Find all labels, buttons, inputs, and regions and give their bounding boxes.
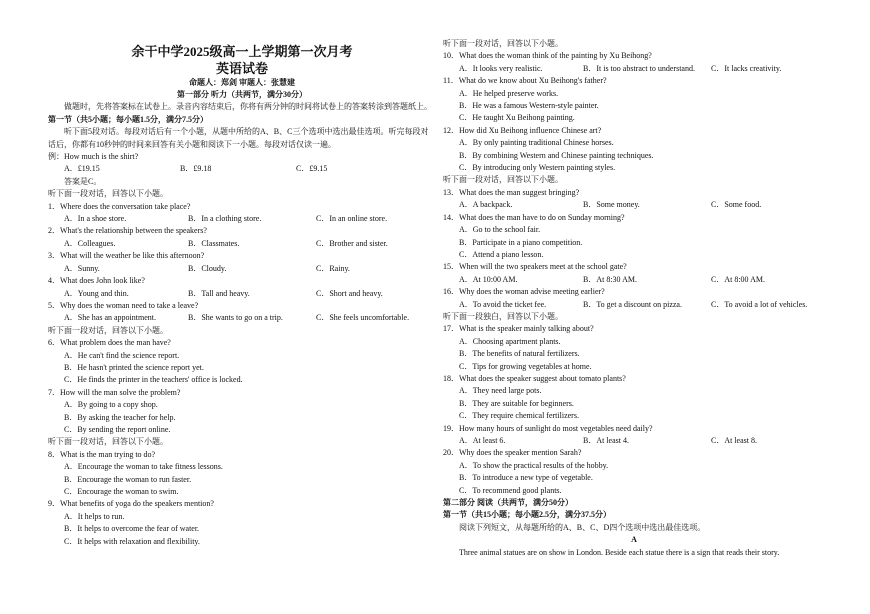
answer-option: B．They are suitable for beginners. [459,398,574,408]
question: 18．What does the speaker suggest about tomato plants? [443,373,626,383]
answer-option: B．By combining Western and Chinese painting techniques. [459,150,654,160]
answer-option: A．To avoid the ticket fee. [459,299,547,309]
section1-heading: 第一节（共5小题；每小题1.5分，满分7.5分） [48,114,208,124]
answer-option: A．Choosing apartment plants. [459,336,561,346]
option-row [443,199,825,211]
answer-option: A．It looks very realistic. [459,63,543,73]
option-row [443,63,825,75]
answer-option: B．He hasn't printed the science report yet. [64,362,204,372]
right-column [443,0,825,559]
section-instruction: 听下面一段独白，回答以下小题。 [443,311,563,321]
part-heading: 第一节（共15小题；每小题2.5分，满分37.5分） [443,510,611,520]
question: 20．Why does the speaker mention Sarah? [443,448,582,458]
answer-option: B．In a clothing store. [188,214,262,224]
answer-option: C．In an online store. [316,214,388,224]
answer-option: C．They require chemical fertilizers. [459,411,579,421]
answer-option: B．Tall and heavy. [188,288,250,298]
answer-option: A．A backpack. [459,200,513,210]
answer-option: A．Encourage the woman to take fitness lessons. [64,462,223,472]
answer-option: B．Cloudy. [188,263,227,273]
example-option: B．£9.18 [180,164,212,174]
answer-option: C．Attend a piano lesson. [459,249,544,259]
left-column [48,0,436,548]
answer-option: C．Tips for growing vegetables at home. [459,361,592,371]
question: 19．How many hours of sunlight do most vegetables need daily? [443,423,653,433]
answer-option: A．By going to a copy shop. [64,400,158,410]
answer-option: C．By introducing only Western painting styles. [459,163,616,173]
answer-option: C．At 8:00 AM. [711,274,766,284]
answer-option: A．Go to the school fair. [459,225,541,235]
answer-option: A．It helps to run. [64,511,125,521]
answer-option: C．At least 8. [711,436,757,445]
section-instruction: 听下面一段对话，回答以下小题。 [48,325,168,335]
answer-option: C．She feels uncomfortable. [316,313,410,323]
option-row [48,312,436,324]
answer-option: B．At 8:30 AM. [583,274,638,284]
answer-option: B．He was a famous Western-style painter. [459,101,599,111]
option-row [48,213,436,225]
answer-option: B．It helps to overcome the fear of water. [64,524,200,534]
question: 7．How will the man solve the problem? [48,387,181,397]
question: 12．How did Xu Beihong influence Chinese art? [443,125,602,135]
answer-option: B．She wants to go on a trip. [188,313,283,323]
answer-option: A．They need large pots. [459,386,542,396]
passage-label: A [631,535,637,545]
question: 17．What is the speaker mainly talking about? [443,324,594,334]
answer-option: C．It helps with relaxation and flexibility. [64,536,200,546]
question: 6．What problem does the man have? [48,338,171,348]
question: 1．Where does the conversation take place? [48,201,191,211]
answer-option: C．By sending the report online. [64,424,171,434]
question: 11．What do we know about Xu Beihong's father? [443,76,607,86]
question: 5．Why does the woman need to take a leave? [48,300,199,310]
section-instruction: 听下面一段对话，回答以下小题。 [443,39,563,48]
option-row [443,435,825,447]
answer-option: C．Short and heavy. [316,288,383,298]
answer-option: A．Young and thin. [64,288,129,298]
answer-option: A．To show the practical results of the hobby. [459,460,609,470]
answer-option: B．It is too abstract to understand. [583,63,695,73]
answer-option: A．He can't find the science report. [64,350,180,360]
example-answer: 答案是C。 [64,176,102,186]
answer-option: B．Classmates. [188,238,240,248]
section-instruction: 听下面一段对话，回答以下小题。 [48,189,168,199]
authors-line: 命题人：郑剑 审题人：张慧建 [189,78,295,87]
question: 15．When will the two speakers meet at the school gate? [443,262,627,272]
option-row [48,263,436,275]
right-question-list [443,38,825,559]
option-row [443,299,825,311]
answer-option: B．By asking the teacher for help. [64,412,176,422]
answer-option: C．Encourage the woman to swim. [64,487,179,496]
exam-title: 余干中学2025级高一上学期第一次月考 [131,44,353,59]
answer-option: C．It lacks creativity. [711,63,782,73]
passage-text: 阅读下列短文，从每题所给的A、B、C、D四个选项中选出最佳选项。 [459,522,706,532]
answer-option: B．Some money. [583,200,640,210]
answer-option: C．Rainy. [316,263,350,273]
answer-option: B．The benefits of natural fertilizers. [459,349,580,359]
answer-option: C．He taught Xu Beihong painting. [459,113,575,123]
answer-option: C．To recommend good plants. [459,485,562,495]
example-option: A．£19.15 [64,164,100,174]
answer-option: A．Colleagues. [64,238,116,248]
example-options [48,163,436,175]
question: 2．What's the relationship between the speakers? [48,226,207,236]
answer-option: B．Participate in a piano competition. [459,237,583,247]
answer-option: A．By only painting traditional Chinese horses. [459,138,614,148]
answer-option: A．In a shoe store. [64,214,127,224]
exam-subtitle: 英语试卷 [215,61,268,76]
answer-option: B．To introduce a new type of vegetable. [459,473,593,483]
answer-option: C．To avoid a lot of vehicles. [711,299,808,309]
option-row [48,288,436,300]
question: 10．What does the woman think of the painting by Xu Beihong? [443,51,652,61]
question: 8．What is the man trying to do? [48,449,156,459]
passage-text: Three animal statues are on show in London. Beside each statue there is a sign that reads their story. [459,547,780,557]
section-instruction: 听下面一段对话，回答以下小题。 [443,175,563,185]
question: 4．What does John look like? [48,276,145,286]
answer-option: A．At 10:00 AM. [459,274,518,284]
instructions: 做题时，先将答案标在试卷上。录音内容结束后，你将有两分钟的时间将试卷上的答案转涂到答题纸上。 [64,102,432,112]
section-instruction: 听下面一段对话，回答以下小题。 [48,437,168,447]
option-row [48,238,436,250]
question: 9．What benefits of yoga do the speakers mention? [48,499,214,509]
answer-option: A．He helped preserve works. [459,88,559,98]
left-question-list [48,188,436,548]
option-row [443,274,825,286]
answer-option: A．Sunny. [64,263,100,273]
answer-option: B．To get a discount on pizza. [583,299,682,309]
section1-instructions: 听下面5段对话。每段对话后有一个小题，从题中所给的A、B、C三个选项中选出最佳选项。听完每段对话后，你都有10秒钟的时间来回答有关小题和阅读下一小题。每段对话仅读一遍。 [48,127,429,149]
answer-option: C．Some food. [711,200,762,210]
answer-option: B．Encourage the woman to run faster. [64,474,192,484]
answer-option: C．Brother and sister. [316,238,388,248]
question: 14．What does the man have to do on Sunday morning? [443,212,625,222]
answer-option: A．She has an appointment. [64,313,156,323]
part1-heading: 第一部分 听力（共两节，满分30分） [177,90,307,99]
question: 3．What will the weather be like this afternoon? [48,251,205,261]
answer-option: B．At least 4. [583,436,629,445]
answer-option: C．He finds the printer in the teachers' office is locked. [64,375,243,385]
question: 13．What does the man suggest bringing? [443,187,580,197]
question: 16．Why does the woman advise meeting earlier? [443,287,605,297]
example-option: C．£9.15 [296,164,328,174]
answer-option: A．At least 6. [459,436,506,445]
part-heading: 第二部分 阅读（共两节，满分50分） [443,498,573,508]
example-question: 例：How much is the shirt? [48,152,139,162]
